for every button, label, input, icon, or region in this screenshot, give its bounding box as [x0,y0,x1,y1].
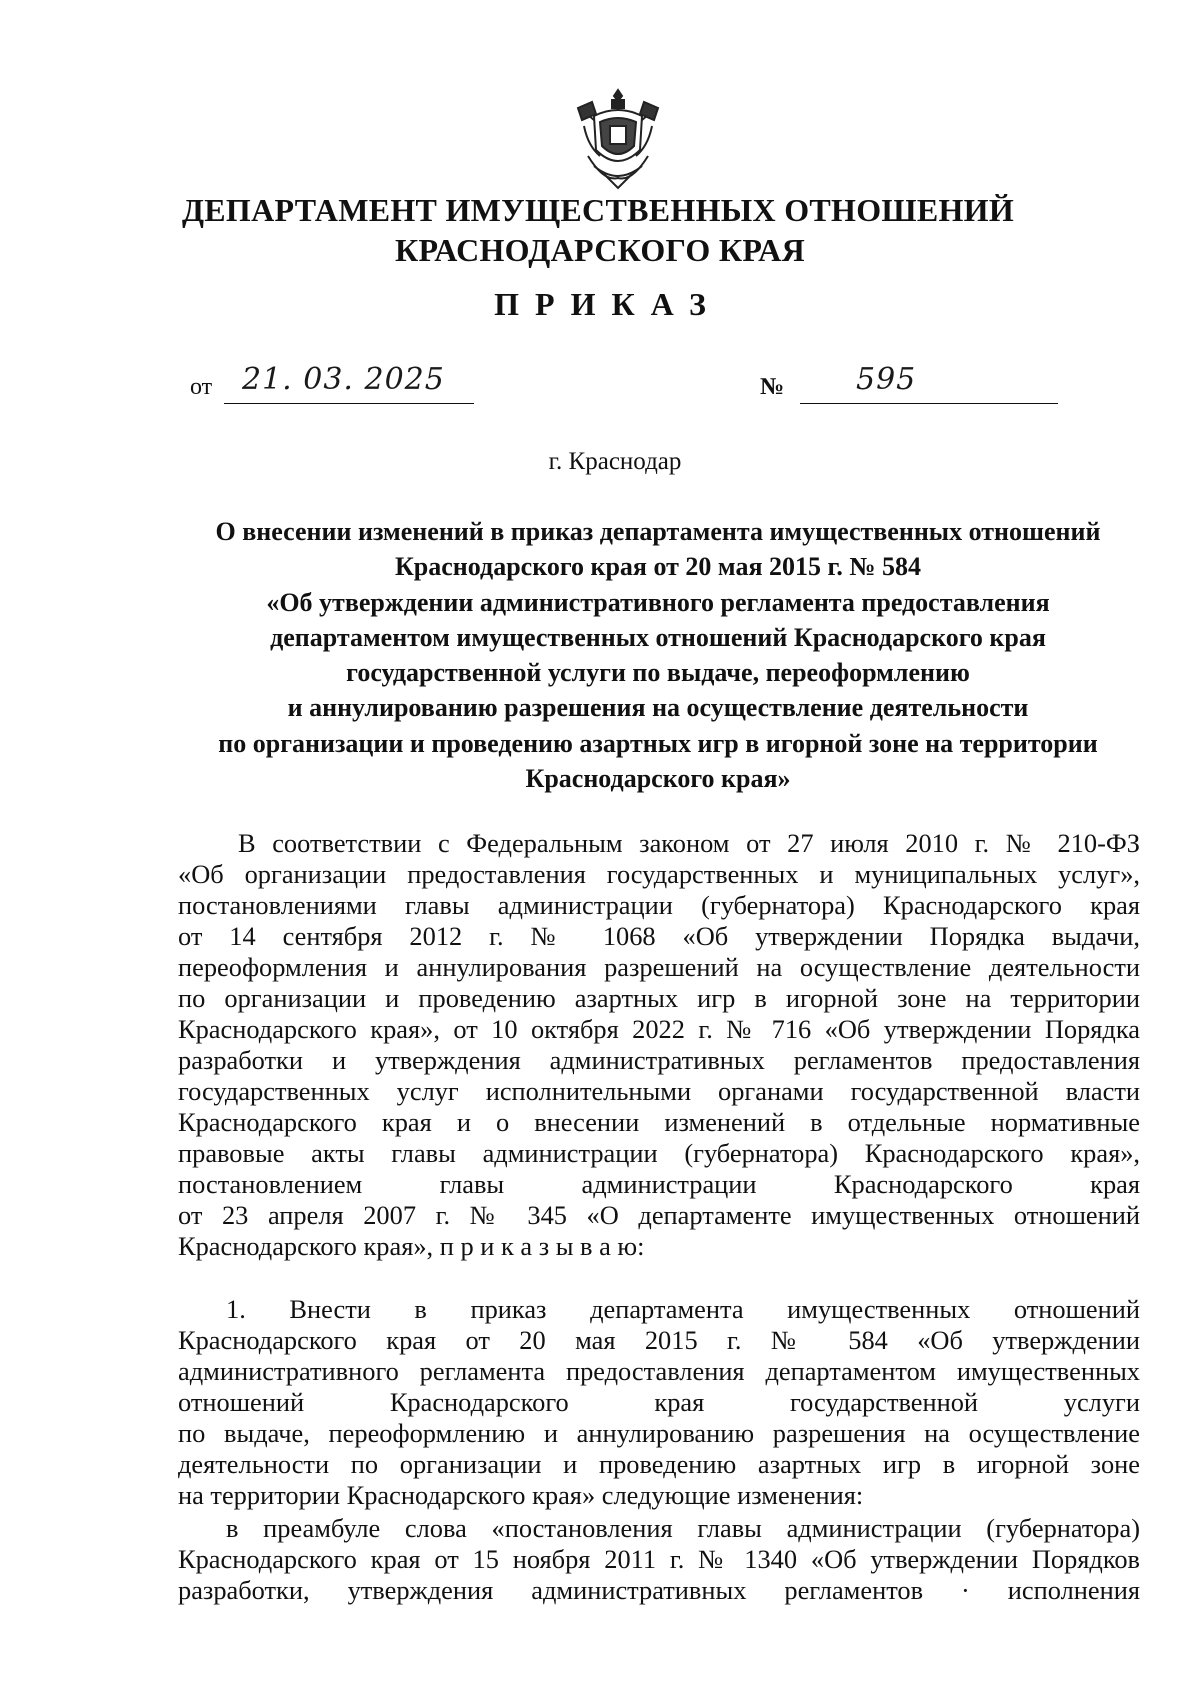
text-line: разработки и утверждения административных регламентов предоставления [178,1045,1140,1075]
title-line: государственной услуги по выдаче, переоформлению [346,658,970,688]
text-line: Краснодарского края от 20 мая 2015 г. № 584 «Об утверждении [178,1325,1140,1355]
text-line: по организации и проведению азартных игр в игорной зоне на территории [178,983,1140,1013]
number-value-handwritten: 595 [856,362,917,397]
text-line: Краснодарского края от 15 ноября 2011 г. № 1340 «Об утверждении Порядков [178,1544,1140,1574]
text-line: Краснодарского края», п р и к а з ы в а ю: [178,1231,645,1261]
title-line: и аннулированию разрешения на осуществление деятельности [287,693,1029,723]
date-number-row [190,362,1060,410]
city: г. Краснодар [548,448,682,475]
title-line: Краснодарского края» [525,764,791,794]
document-type-heading: ПРИКАЗ [494,286,722,322]
text-line: переоформления и аннулирования разрешений на осуществление деятельности [178,952,1140,982]
item-1-paragraph [178,1294,1140,1511]
text-line: от 14 сентября 2012 г. № 1068 «Об утверждении Порядка выдачи, [178,921,1140,951]
text-line: государственных услуг исполнительными органами государственной власти [178,1076,1140,1106]
text-line: разработки, утверждения административных регламентов · исполнения [178,1575,1140,1605]
text-line: «Об организации предоставления государственных и муниципальных услуг», [178,859,1140,889]
text-line: Краснодарского края и о внесении изменений в отдельные нормативные [178,1107,1140,1137]
text-line: отношений Краснодарского края государственной услуги [178,1387,1140,1417]
text-line: на территории Краснодарского края» следующие изменения: [178,1480,864,1510]
title-line: «Об утверждении административного регламента предоставления [266,587,1050,617]
text-line: 1. Внести в приказ департамента имущественных отношений [226,1294,1140,1324]
title-line: О внесении изменений в приказ департамента имущественных отношений [215,517,1101,546]
amendment-paragraph [178,1513,1140,1606]
preamble-paragraph [178,828,1140,1262]
text-line: Краснодарского края», от 10 октября 2022 г. № 716 «Об утверждении Порядка [178,1014,1140,1044]
text-line: административного регламента предоставления департаментом имущественных [178,1356,1140,1386]
title-line: по организации и проведению азартных игр в игорной зоне на территории [218,728,1098,758]
number-label: № [760,374,785,400]
text-line: постановлениями главы администрации (губернатора) Краснодарского края [178,890,1140,920]
text-line: от 23 апреля 2007 г. № 345 «О департаменте имущественных отношений [178,1200,1140,1230]
text-line: правовые акты главы администрации (губернатора) Краснодарского края», [178,1138,1140,1168]
department-name-line1: ДЕПАРТАМЕНТ ИМУЩЕСТВЕННЫХ ОТНОШЕНИЙ [181,192,1015,228]
text-line: В соответствии с Федеральным законом от 27 июля 2010 г. № 210-ФЗ [238,828,1140,858]
document-title [178,514,1138,796]
text-line: в преамбуле слова «постановления главы администрации (губернатора) [226,1513,1140,1543]
date-value-handwritten: 21. 03. 2025 [242,362,445,397]
date-underline [224,403,474,404]
department-name-line2: КРАСНОДАРСКОГО КРАЯ [395,232,805,268]
title-line: департаментом имущественных отношений Краснодарского края [270,622,1046,652]
text-line: деятельности по организации и проведению азартных игр в игорной зоне [178,1449,1140,1479]
number-underline [800,403,1058,404]
text-line: постановлением главы администрации Краснодарского края [178,1169,1140,1199]
date-label: от [190,374,213,400]
title-line: Краснодарского края от 20 мая 2015 г. № 584 [394,552,922,582]
text-line: по выдаче, переоформлению и аннулированию разрешения на осуществление [178,1418,1140,1448]
coat-of-arms-emblem [574,86,662,190]
